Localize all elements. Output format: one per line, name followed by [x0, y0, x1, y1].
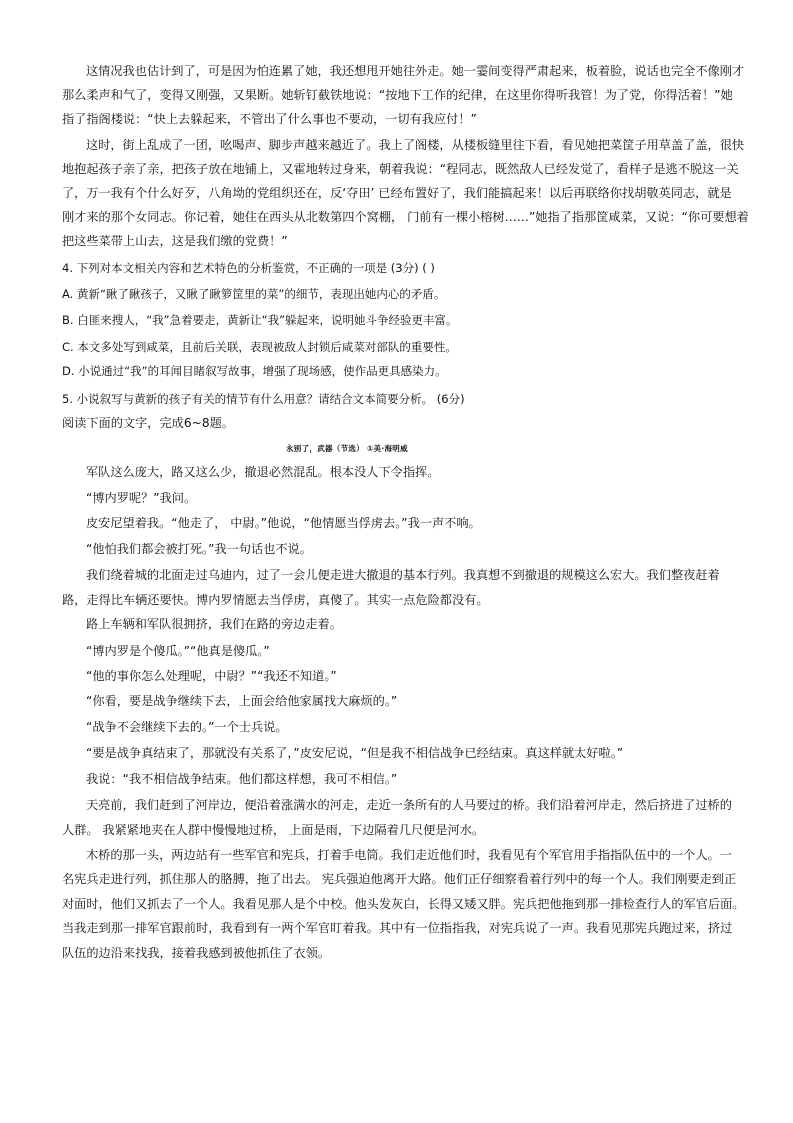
passage-paragraph-14-line-4: 当我走到那一排军官跟前时，我看到有一两个军官盯着我。其中有一位指指我，对宪兵说了一声。我看见那宪兵跑过来，挤过: [62, 921, 733, 935]
passage-paragraph-10: “战争不会继续下去的。”一个士兵说。: [86, 720, 288, 734]
paragraph-2-line-2: 地抱起孩子亲了亲，把孩子放在地铺上，又霍地转过身来，朝着我说：“程同志，既然敌人已经发觉了，看样子是逃不脱这一关: [62, 162, 739, 176]
passage-paragraph-8: “他的事你怎么处理呢，中尉？”“我还不知道。”: [86, 669, 337, 683]
question-4-option-d: D. 小说通过“我”的耳闻目睹叙写故事，增强了现场感，使作品更具感染力。: [62, 364, 447, 378]
paragraph-1-line-3: 指了指阁楼说：“快上去躲起来，不管出了什么事也不要动，一切有我应付！”: [62, 112, 477, 126]
passage-paragraph-14-line-2: 名宪兵走进行列，抓住那人的胳膊，拖了出去。 宪兵强迫他离开大路。他们正仔细察看着行列中的每一个人。我们刚要走到正: [62, 872, 737, 886]
passage-paragraph-13-line-2: 人群。 我紧紧地夹在人群中慢慢地过桥， 上面是雨，下边隔着几尺便是河水。: [62, 823, 485, 837]
passage-paragraph-7: “博内罗是个傻瓜。”“他真是傻瓜。”: [86, 644, 270, 658]
paragraph-2-line-4: 刚才来的那个女同志。你记着，她住在西头从北数第四个窝棚， 门前有一棵小榕树……”她指了指那筐咸菜，又说：“你可要想着: [62, 210, 749, 224]
reading-instruction: 阅读下面的文字，完成6~8题。: [62, 416, 234, 430]
question-4-option-b: B. 白匪来搜人，“我”急着要走，黄新让“我”躲起来，说明她斗争经验更丰富。: [62, 313, 458, 327]
question-4-option-c: C. 本文多处写到咸菜，且前后关联，表现被敌人封锁后咸菜对部队的重要性。: [62, 340, 457, 354]
passage-paragraph-1: 军队这么庞大，路又这么少，撤退必然混乱。根本没人下令指挥。: [86, 465, 440, 479]
passage-paragraph-12: 我说：“我不相信战争结束。他们都这样想，我可不相信。”: [86, 772, 398, 786]
paragraph-2-line-5: 把这些菜带上山去，这是我们缴的党费！”: [62, 234, 288, 248]
passage-paragraph-9: “你看，要是战争继续下去，上面会给他家属找大麻烦的。”: [86, 694, 398, 708]
passage-paragraph-4: “他怕我们都会被打死。”我一句话也不说。: [86, 542, 312, 556]
passage-paragraph-3: 皮安尼望着我。“他走了， 中尉。”他说，“他情愿当俘虏去。”我一声不响。: [86, 516, 481, 530]
question-4-stem: 4. 下列对本文相关内容和艺术特色的分析鉴赏，不正确的一项是 (3分) ( ): [62, 261, 435, 275]
passage-paragraph-5-line-1: 我们绕着城的北面走过乌迪内，过了一会儿便走进大撤退的基本行列。我真想不到撤退的规模这么宏大。我们整夜赶着: [86, 568, 720, 582]
passage-paragraph-14-line-5: 队伍的边沿来找我，接着我感到被他抓住了衣领。: [62, 946, 331, 960]
paragraph-2-line-3: 了，万一我有个什么好歹，八角坳的党组织还在，反‘夺田’ 已经布置好了，我们能搞起来！以后再联络你找胡敬英同志，就是: [62, 186, 732, 200]
paragraph-2-line-1: 这时，街上乱成了一团，吆喝声、脚步声越来越近了。我上了阁楼，从楼板缝里往下看，看见她把菜筐子用草盖了盖，很快: [86, 138, 745, 152]
passage-paragraph-6: 路上车辆和军队很拥挤，我们在路的旁边走着。: [86, 617, 342, 631]
passage-title: 永别了，武器（节选） ①美·海明威: [286, 444, 408, 453]
passage-paragraph-14-line-3: 对面时，他们又抓去了一个人。我看见那人是个中校。他头发灰白，长得又矮又胖。宪兵把他拖到那一排检查行人的军官后面。: [62, 897, 745, 911]
paragraph-1-line-2: 那么柔声和气了，变得又刚强，又果断。她斩钉截铁地说：“按地下工作的纪律，在这里你得听我管！为了党，你得活着！”她: [62, 88, 733, 102]
passage-paragraph-2: “博内罗呢？”我问。: [86, 491, 197, 505]
passage-paragraph-5-line-2: 路，走得比车辆还要快。博内罗情愿去当俘虏，真傻了。其实一点危险都没有。: [62, 593, 489, 607]
passage-paragraph-14-line-1: 木桥的那一头，两边站有一些军官和宪兵，打着手电筒。我们走近他们时，我看见有个军官用手指指队伍中的一个人。一: [86, 848, 732, 862]
passage-paragraph-11: “要是战争真结束了，那就没有关系了，”皮安尼说，“但是我不相信战争已经结束。真这样就太好啦。”: [86, 746, 624, 760]
paragraph-1-line-1: 这情况我也估计到了，可是因为怕连累了她，我还想甩开她往外走。她一霎间变得严肃起来，板着脸，说话也完全不像刚才: [86, 64, 745, 78]
question-4-option-a: A. 黄新“瞅了瞅孩子，又瞅了瞅箩筐里的菜”的细节，表现出她内心的矛盾。: [62, 287, 446, 301]
passage-paragraph-13-line-1: 天亮前，我们赶到了河岸边，便沿着涨满水的河走，走近一条所有的人马要过的桥。我们沿着河岸走，然后挤进了过桥的: [86, 798, 732, 812]
question-5-stem: 5. 小说叙写与黄新的孩子有关的情节有什么用意？请结合文本简要分析。 (6分): [62, 392, 465, 406]
